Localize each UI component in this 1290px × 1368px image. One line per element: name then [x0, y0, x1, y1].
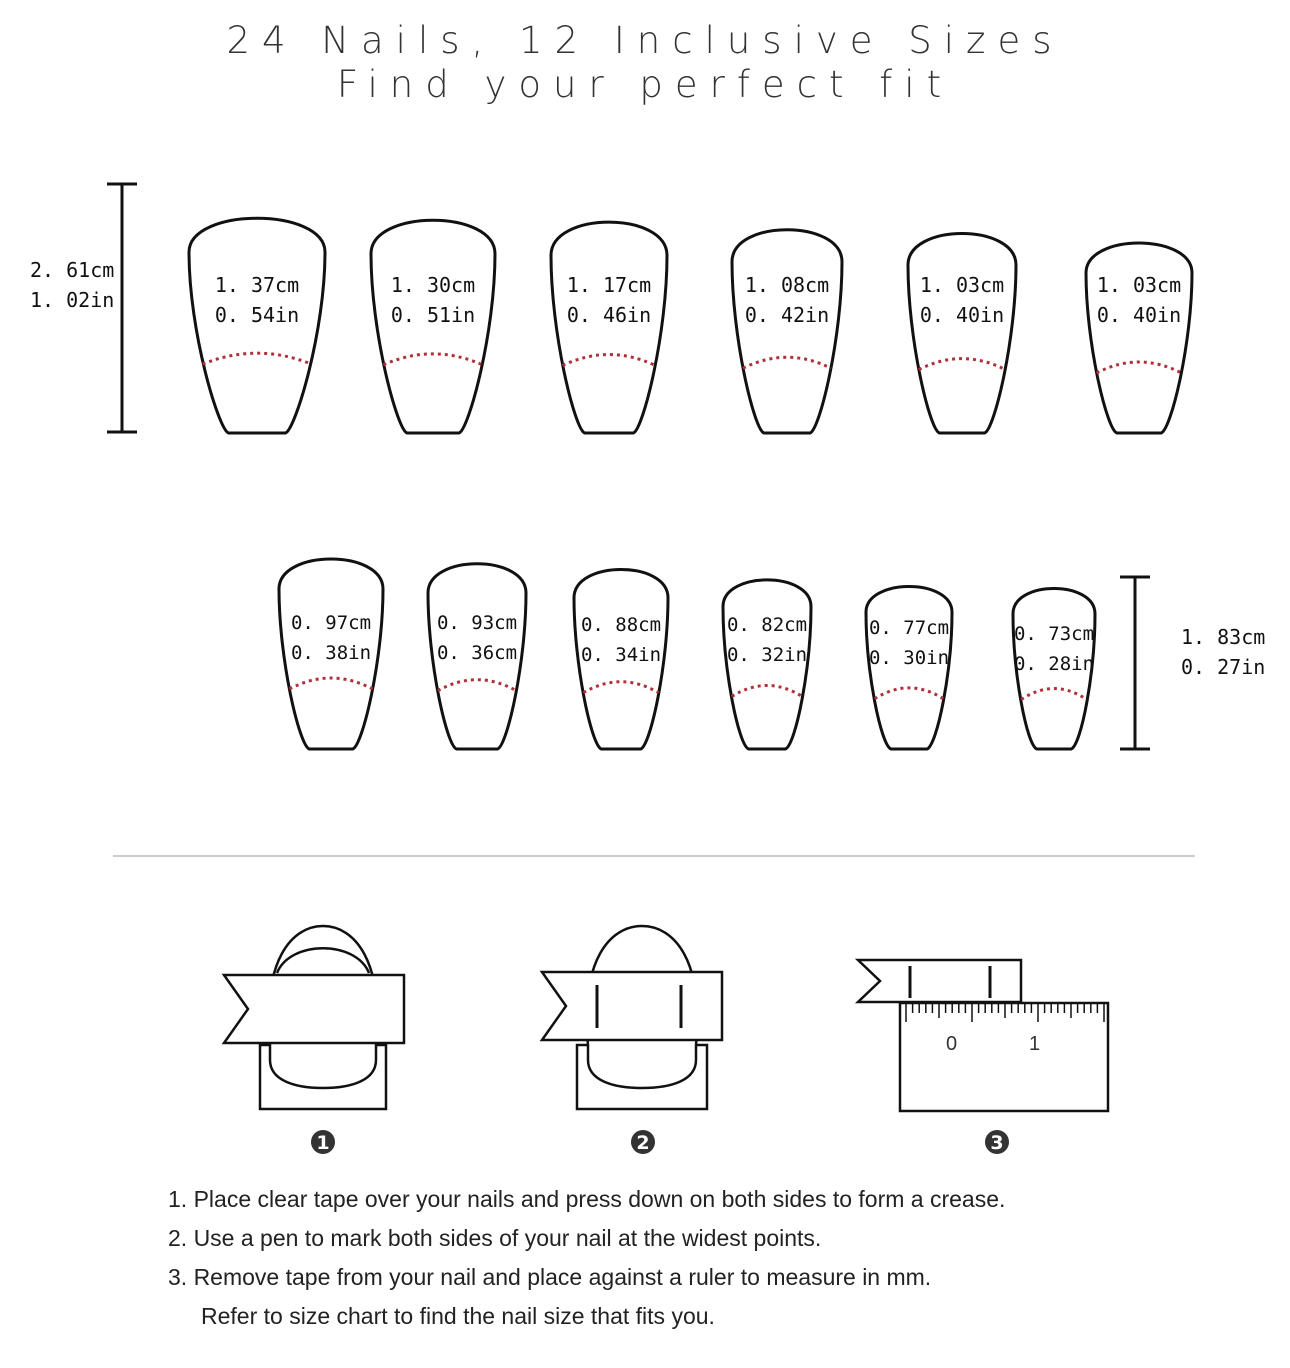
nail-outline — [1086, 243, 1192, 433]
page-title: 24 Nails, 12 Inclusive Sizes — [226, 19, 1064, 62]
nail-width-in: 0. 36cm — [436, 642, 518, 664]
nail-large-2 — [371, 220, 495, 433]
nail-large-4 — [732, 230, 842, 433]
nail-large-5 — [908, 234, 1016, 434]
step-2-illustration — [542, 926, 722, 1109]
nail-width-in: 0. 32in — [726, 644, 808, 666]
nail-width-in: 0. 54in — [214, 303, 300, 327]
nail-large-3 — [551, 222, 667, 433]
nail-width-cm: 0. 73cm — [1013, 623, 1095, 645]
height-small-in: 0. 27in — [1181, 655, 1266, 679]
step-1-illustration — [224, 926, 404, 1109]
step-marker-1 — [311, 1130, 335, 1154]
nail-width-cm: 1. 03cm — [1096, 273, 1182, 297]
nail-width-in: 0. 30in — [868, 647, 950, 669]
nail-width-cm: 0. 77cm — [868, 617, 950, 639]
nail-width-cm: 1. 30cm — [390, 273, 476, 297]
nail-width-cm: 1. 03cm — [919, 273, 1005, 297]
instruction-step-2: 2. Use a pen to mark both sides of your nail at the widest points. — [168, 1225, 822, 1251]
nail-large-1 — [189, 218, 325, 433]
step-3-illustration — [858, 960, 1108, 1111]
step-marker-2 — [631, 1130, 655, 1154]
nail-row-large — [189, 218, 1192, 433]
instructions-list — [168, 1180, 1268, 1336]
nail-width-in: 0. 34in — [580, 644, 662, 666]
step-marker-3 — [985, 1130, 1009, 1154]
svg-text:1: 1 — [316, 1132, 330, 1154]
instruction-step-3: 3. Remove tape from your nail and place against a ruler to measure in mm. — [168, 1264, 932, 1290]
nail-small-5 — [866, 587, 952, 749]
nail-outline — [551, 222, 667, 433]
nail-width-in: 0. 46in — [566, 303, 652, 327]
nail-width-in: 0. 38in — [290, 642, 372, 664]
nail-row-small — [279, 559, 1095, 749]
ruler-label-1: 1 — [1029, 1033, 1041, 1055]
nail-width-cm: 1. 08cm — [744, 273, 830, 297]
nail-large-6 — [1086, 243, 1192, 433]
nail-width-cm: 1. 17cm — [566, 273, 652, 297]
nail-width-cm: 0. 88cm — [580, 614, 662, 636]
nail-width-in: 0. 28in — [1013, 653, 1095, 675]
nail-width-in: 0. 40in — [1096, 303, 1182, 327]
height-large-cm: 2. 61cm — [30, 258, 115, 282]
nail-outline — [908, 234, 1016, 434]
height-large-in: 1. 02in — [30, 288, 115, 312]
ruler-label-0: 0 — [946, 1033, 958, 1055]
nail-width-cm: 1. 37cm — [214, 273, 300, 297]
nail-width-cm: 0. 93cm — [436, 612, 518, 634]
nail-width-in: 0. 42in — [744, 303, 830, 327]
height-bar-small — [1120, 577, 1150, 749]
height-small-cm: 1. 83cm — [1181, 625, 1266, 649]
instruction-note: Refer to size chart to find the nail size that fits you. — [201, 1303, 715, 1329]
nail-width-cm: 0. 97cm — [290, 612, 372, 634]
nail-small-1 — [279, 559, 383, 749]
page-subtitle: Find your perfect fit — [336, 63, 954, 106]
instruction-step-1: 1. Place clear tape over your nails and press down on both sides to form a crease. — [168, 1186, 1006, 1212]
nail-width-cm: 0. 82cm — [726, 614, 808, 636]
nail-small-6 — [1013, 588, 1095, 749]
nail-width-in: 0. 51in — [390, 303, 476, 327]
svg-text:3: 3 — [990, 1132, 1004, 1154]
nail-small-4 — [723, 580, 811, 749]
nail-small-2 — [428, 564, 526, 749]
svg-text:2: 2 — [636, 1132, 650, 1154]
nail-outline — [732, 230, 842, 433]
nail-small-3 — [574, 569, 668, 749]
nail-width-in: 0. 40in — [919, 303, 1005, 327]
